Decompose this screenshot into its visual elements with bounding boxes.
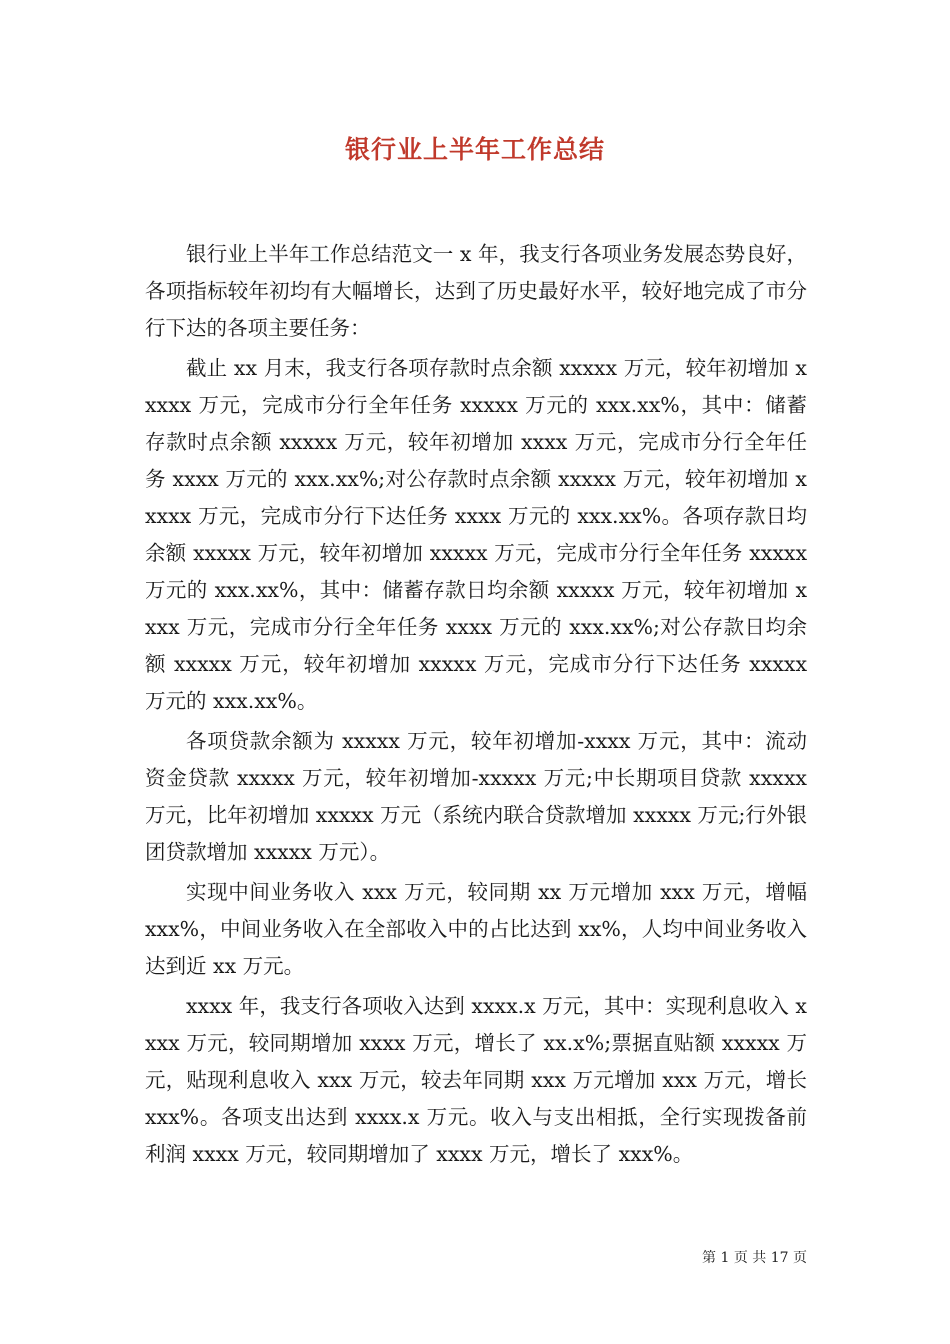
paragraph-intermediate-income: 实现中间业务收入 xxx 万元，较同期 xx 万元增加 xxx 万元，增幅 xxx%，中间业务收入在全部收入中的占比达到 xx%，人均中间业务收入达到近 xx 万元。 xyxy=(145,880,807,978)
paragraph-intro: 银行业上半年工作总结范文一 x 年，我支行各项业务发展态势良好，各项指标较年初均有大幅增长，达到了历史最好水平，较好地完成了市分行下达的各项主要任务： xyxy=(145,242,807,340)
paragraph-loans: 各项贷款余额为 xxxxx 万元，较年初增加-xxxx 万元，其中：流动资金贷款 xxxxx 万元，较年初增加-xxxxx 万元;中长期项目贷款 xxxxx 万元，比年初增加 xxxxx 万元（系统内联合贷款增加 xxxxx 万元;行外银团贷款增加 xxxxx 万元）。 xyxy=(145,729,807,864)
paragraph-deposits: 截止 xx 月末，我支行各项存款时点余额 xxxxx 万元，较年初增加 xxxxx 万元，完成市分行全年任务 xxxxx 万元的 xxx.xx%，其中：储蓄存款时点余额 xxxxx 万元，较年初增加 xxxx 万元，完成市分行全年任务 xxxx 万元的 xxx.xx%;对公存款时点余额 xxxxx 万元，较年初增加 xxxxx 万元，完成市分行下达任务 xxxx 万元的 xxx.xx%。各项存款日均余额 xxxxx 万元，较年初增加 xxxxx 万元，完成市分行全年任务 xxxxx 万元的 xxx.xx%，其中：储蓄存款日均余额 xxxxx 万元，较年初增加 xxxx 万元，完成市分行全年任务 xxxx 万元的 xxx.xx%;对公存款日均余额 xxxxx 万元，较年初增加 xxxxx 万元，完成市分行下达任务 xxxxx 万元的 xxx.xx%。 xyxy=(145,356,807,713)
page-number-footer: 第 1 页 共 17 页 xyxy=(702,1250,807,1266)
paragraph-income-expense: xxxx 年，我支行各项收入达到 xxxx.x 万元，其中：实现利息收入 xxxx 万元，较同期增加 xxxx 万元，增长了 xx.x%;票据直贴额 xxxxx 万元，贴现利息收入 xxx 万元，较去年同期 xxx 万元增加 xxx 万元，增长 xxx%。各项支出达到 xxxx.x 万元。收入与支出相抵，全行实现拨备前利润 xxxx 万元，较同期增加了 xxxx 万元，增长了 xxx%。 xyxy=(145,994,807,1166)
document-body xyxy=(145,236,807,1176)
document-title: 银行业上半年工作总结 xyxy=(344,135,605,164)
